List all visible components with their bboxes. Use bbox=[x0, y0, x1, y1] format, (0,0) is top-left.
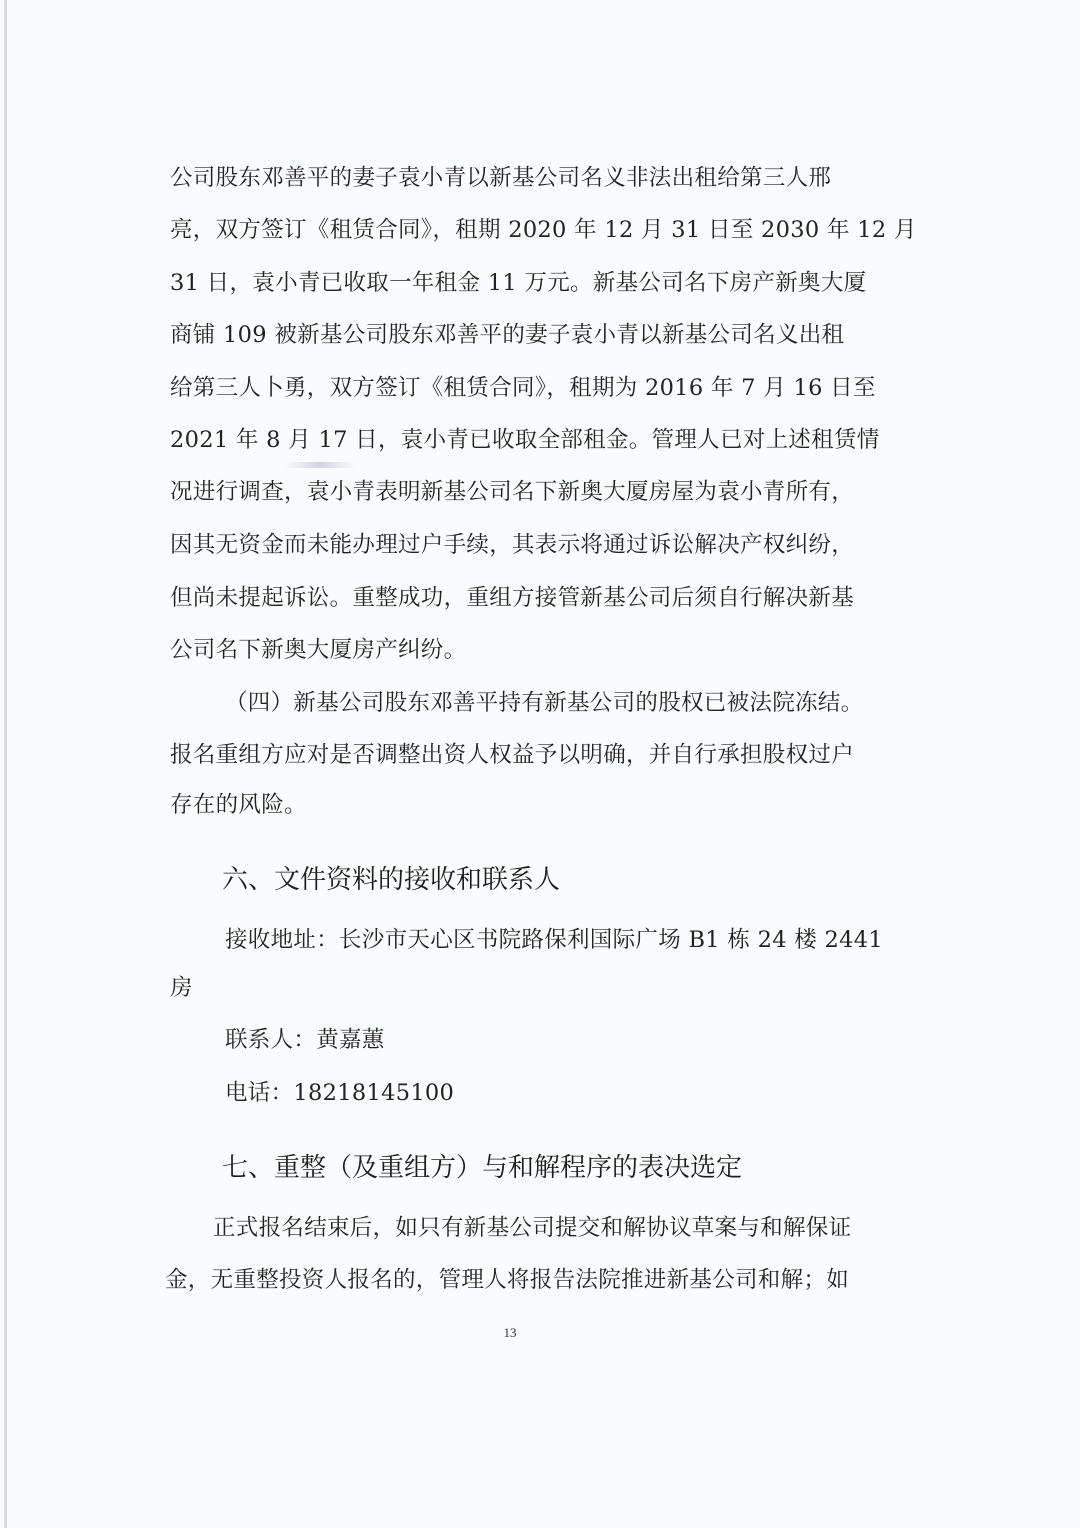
contact-person: 联系人：黄嘉蕙 bbox=[225, 1027, 385, 1053]
section-heading: 六、文件资料的接收和联系人 bbox=[222, 865, 561, 895]
text-line: 公司名下新奥大厦房产纠纷。 bbox=[170, 637, 467, 663]
text-line: 况进行调查，袁小青表明新基公司名下新奥大厦房屋为袁小青所有， bbox=[170, 479, 855, 505]
text-line: 存在的风险。 bbox=[170, 792, 307, 818]
scan-edge bbox=[4, 0, 7, 1528]
address-line: 接收地址：长沙市天心区书院路保利国际广场 B1 栋 24 楼 2441 bbox=[225, 927, 884, 953]
text-line: 金，无重整投资人报名的，管理人将报告法院推进新基公司和解；如 bbox=[165, 1267, 850, 1293]
text-line: （四）新基公司股东邓善平持有新基公司的股权已被法院冻结。 bbox=[225, 690, 864, 716]
address-line-continued: 房 bbox=[170, 975, 193, 1001]
text-line: 公司股东邓善平的妻子袁小青以新基公司名义非法出租给第三人邢 bbox=[170, 165, 832, 191]
page-number: 13 bbox=[503, 1325, 517, 1340]
text-line: 亮，双方签订《租赁合同》，租期 2020 年 12 月 31 日至 2030 年 12 月 bbox=[170, 217, 917, 243]
scan-smudge bbox=[285, 462, 355, 468]
contact-phone: 电话：18218145100 bbox=[225, 1080, 455, 1106]
text-line: 但尚未提起诉讼。重整成功，重组方接管新基公司后须自行解决新基 bbox=[170, 585, 855, 611]
text-line: 报名重组方应对是否调整出资人权益予以明确，并自行承担股权过户 bbox=[170, 742, 855, 768]
text-line: 给第三人卜勇，双方签订《租赁合同》，租期为 2016 年 7 月 16 日至 bbox=[170, 375, 876, 401]
text-line: 商铺 109 被新基公司股东邓善平的妻子袁小青以新基公司名义出租 bbox=[170, 322, 845, 348]
text-line: 正式报名结束后，如只有新基公司提交和解协议草案与和解保证 bbox=[213, 1215, 852, 1241]
text-line: 31 日，袁小青已收取一年租金 11 万元。新基公司名下房产新奥大厦 bbox=[170, 270, 867, 296]
text-line: 因其无资金而未能办理过户手续，其表示将通过诉讼解决产权纠纷， bbox=[170, 532, 855, 558]
text-line: 2021 年 8 月 17 日，袁小青已收取全部租金。管理人已对上述租赁情 bbox=[170, 427, 880, 453]
section-heading: 七、重整（及重组方）与和解程序的表决选定 bbox=[222, 1153, 743, 1183]
